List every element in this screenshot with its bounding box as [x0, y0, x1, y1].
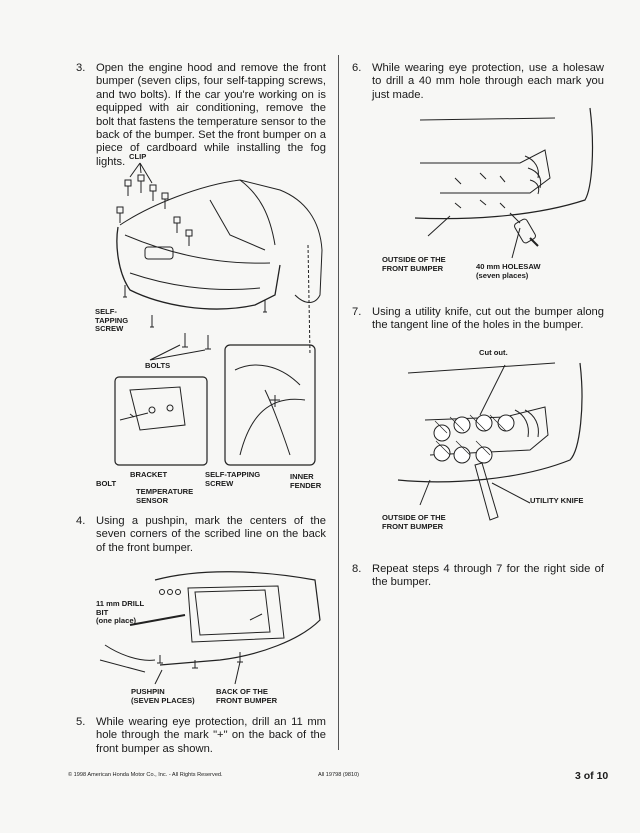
step-8 — [352, 563, 604, 593]
label-bracket: BRACKET — [130, 470, 168, 479]
label-back-of-front-bumper: BACK OF THE FRONT BUMPER — [216, 687, 278, 705]
step-8-number: 8. — [352, 563, 362, 575]
label-pushpin: PUSHPIN (SEVEN PLACES) — [131, 687, 195, 705]
step-6-number: 6. — [352, 62, 362, 74]
step-5-number: 5. — [76, 716, 86, 728]
step-7-text: Using a utility knife, cut out the bumper along the tangent line of the holes in the bumper. — [372, 306, 604, 332]
page-number: 3 of 10 — [575, 770, 609, 782]
step-3-number: 3. — [76, 62, 86, 74]
step-7-number: 7. — [352, 306, 362, 318]
footer-copyright: © 1998 American Honda Motor Co., Inc. - All Rights Reserved. — [68, 772, 223, 778]
label-drill-bit: 11 mm DRILL BIT (one place) — [96, 599, 145, 626]
step-8-text: Repeat steps 4 through 7 for the right side of the bumper. — [372, 563, 604, 589]
step-5-text: While wearing eye protection, drill an 11 mm hole through the mark "+" on the back of the front bumper as shown. — [96, 716, 326, 755]
step-4-text: Using a pushpin, mark the centers of the seven corners of the scribed line on the back of the front bumper. — [96, 515, 326, 554]
label-utility-knife: UTILITY KNIFE — [530, 496, 584, 505]
step-6 — [352, 62, 604, 102]
label-cut-out: Cut out. — [479, 348, 508, 357]
label-inner-fender: INNER FENDER — [290, 472, 322, 490]
label-temperature-sensor: TEMPERATURE SENSOR — [136, 487, 194, 505]
footer-doc-code: All 19798 (9810) — [318, 772, 360, 778]
label-bolt: BOLT — [96, 479, 117, 488]
label-outside-front-bumper-fig4: OUTSIDE OF THE FRONT BUMPER — [382, 513, 446, 531]
label-self-tapping-screw-2: SELF-TAPPING SCREW — [205, 470, 261, 488]
label-self-tapping-screw: SELF- TAPPING SCREW — [95, 307, 129, 334]
label-bolts: BOLTS — [145, 361, 171, 370]
step-7 — [352, 306, 604, 336]
step-3 — [76, 62, 326, 168]
holesaw-figure — [380, 108, 605, 278]
step-5 — [76, 716, 326, 756]
step-3-text: Open the engine hood and remove the front bumper (seven clips, four self-tapping screws, and two bolts). If the car you're working on is equipped with air conditioning, remove the bolt that fastens the temperature sensor to the back of the bumper. Set the front bumper on a piece of cardboard while installing the fog lights. — [96, 62, 326, 168]
label-outside-front-bumper-fig3: OUTSIDE OF THE FRONT BUMPER — [382, 255, 446, 273]
step-4 — [76, 515, 326, 555]
label-holesaw: 40 mm HOLESAW (seven places) — [476, 262, 541, 280]
label-clip: CLIP — [129, 152, 147, 161]
step-6-text: While wearing eye protection, use a holesaw to drill a 40 mm hole through each mark you just made. — [372, 62, 604, 101]
column-divider — [338, 55, 339, 750]
step-4-number: 4. — [76, 515, 86, 527]
